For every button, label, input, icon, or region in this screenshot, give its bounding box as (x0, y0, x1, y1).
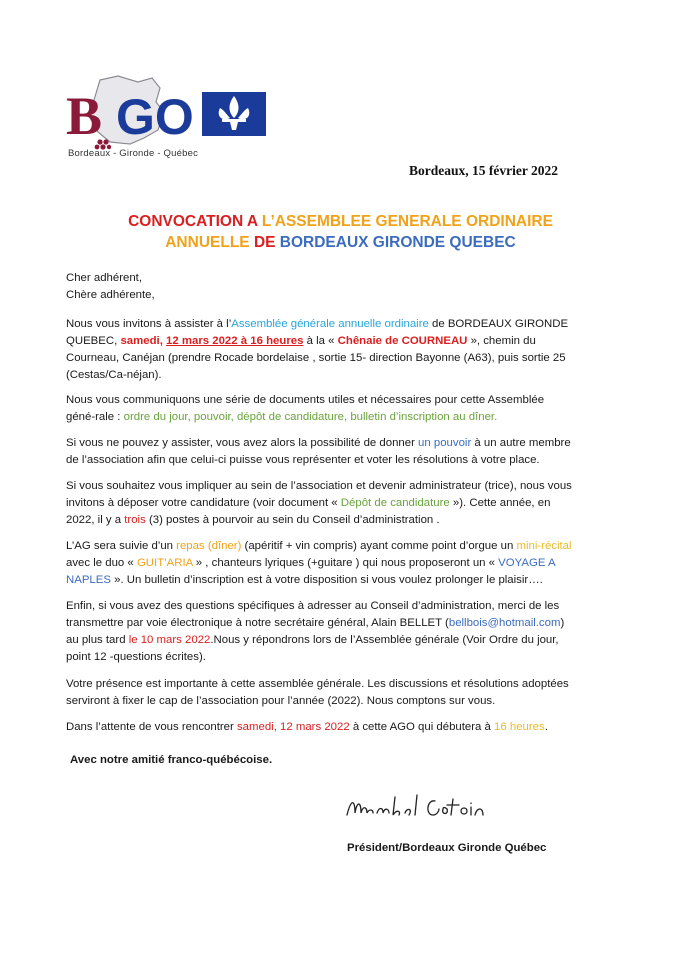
title-convocation: CONVOCATION A (128, 213, 262, 230)
logo-letters-go: GO (116, 89, 194, 145)
title-annuelle: ANNUELLE (165, 234, 254, 251)
p6-text: .Nous y répondrons lors de l’Assemblée générale (Voir Ordre du jour, point 12 -questions écrites). (66, 634, 559, 663)
p5-text: avec le duo « (66, 557, 137, 569)
p6-text: ) au plus tard (66, 617, 565, 646)
p1-text: à la « (303, 335, 338, 347)
closing-line: Avec notre amitié franco-québécoise. (70, 754, 273, 766)
paragraph-pouvoir (66, 435, 572, 469)
p8-text: à cette AGO qui débutera à (349, 721, 495, 733)
president-title: Président/Bordeaux Gironde Québec (347, 842, 547, 854)
p4-text: (3) postes à pourvoir au sein du Conseil d’administration . (145, 514, 440, 526)
p2-text: Nous vous communiquons une série de documents utiles et nécessaires pour cette Assemblée géné-rale : (66, 394, 545, 423)
logo-graphic (60, 72, 275, 152)
p6-email-link[interactable]: bellbois@hotmail.com (448, 617, 561, 629)
p8-text: Dans l’attente de vous rencontrer (66, 721, 237, 733)
handwritten-signature (343, 789, 493, 834)
salutation (66, 270, 572, 304)
p8-date: samedi, 12 mars 2022 (236, 721, 350, 733)
p5-guitaria: GUIT’ARIA (136, 557, 193, 569)
p1-text: », chemin du Courneau, Canéjan (prendre Rocade bordelaise , sortie 15- direction Bayonne (A63), puis sortie 25 (Cestas/Ca-néjan). (66, 335, 566, 381)
paragraph-invitation (66, 316, 572, 384)
p7-text: Votre présence est importante à cette assemblée générale. Les discussions et résolutions adoptées serviront à fixer le cap de l’association pour l’année (2022). Nous comptons sur vous. (66, 678, 569, 707)
paragraph-presence (66, 676, 572, 710)
p3-text: Si vous ne pouvez y assister, vous avez alors la possibilité de donner (66, 437, 419, 449)
p5-voyage: VOYAGE A NAPLES (66, 557, 555, 586)
p4-depot: Dépôt de candidature (340, 497, 450, 509)
p5-text: (apéritif + vin compris) ayant comme point d’orgue un (241, 540, 517, 552)
title-line-1 (0, 213, 681, 231)
p5-text: L’AG sera suivie d’un (66, 540, 177, 552)
letter-date: Bordeaux, 15 février 2022 (409, 163, 558, 178)
paragraph-questions (66, 598, 572, 666)
p5-mini-recital: mini-récital (516, 540, 572, 552)
salutation-line-1: Cher adhérent, (66, 272, 142, 284)
p1-text: de BORDEAUX GIRONDE QUEBEC, (66, 318, 569, 347)
p2-documents-list: ordre du jour, pouvoir, dépôt de candidature, bulletin d’inscription au dîner. (123, 411, 498, 423)
signature-icon (343, 789, 493, 829)
p1-day: samedi, (120, 335, 167, 347)
p4-text: Si vous souhaitez vous impliquer au sein de l’association et devenir administrateur (trice), nous vous invitons à déposer votre candidature (voir document « (66, 480, 572, 509)
p1-ago: Assemblée générale annuelle ordinaire (231, 318, 429, 330)
title-de: DE (253, 234, 280, 251)
p1-text: Nous vous invitons à assister à l’ (66, 318, 232, 330)
p3-text: à un autre membre de l’association afin que celui-ci puisse vous représenter et voter les résolutions à votre place. (66, 437, 571, 466)
logo-caption: Bordeaux - Gironde - Québec (68, 148, 199, 159)
p6-deadline: le 10 mars 2022 (128, 634, 211, 646)
paragraph-candidature (66, 478, 572, 529)
paragraph-attente (66, 719, 572, 736)
title-line-2 (0, 234, 681, 252)
p5-repas: repas (dîner) (176, 540, 242, 552)
paragraph-repas (66, 538, 572, 589)
p4-text: »). Cette année, en 2022, il y a (66, 497, 551, 526)
p5-text: ». Un bulletin d’inscription est à votre disposition si vous voulez prolonger le plaisir…. (110, 574, 543, 586)
paragraph-documents (66, 392, 572, 426)
p1-venue: Chênaie de COURNEAU (337, 335, 468, 347)
p3-pouvoir: un pouvoir (418, 437, 472, 449)
salutation-line-2: Chère adhérente, (66, 289, 155, 301)
title-association: BORDEAUX GIRONDE QUEBEC (279, 234, 516, 251)
title-assemblee: L’ASSEMBLEE GENERALE ORDINAIRE (261, 213, 553, 230)
p4-trois: trois (124, 514, 146, 526)
p1-datetime: 12 mars 2022 à 16 heures (166, 335, 304, 347)
p5-text: » , chanteurs lyriques (+guitare ) qui nous proposeront un « (192, 557, 499, 569)
logo-letter-b: B (66, 86, 103, 146)
p8-time: 16 heures (494, 721, 545, 733)
p8-text: . (544, 721, 548, 733)
p6-text: Enfin, si vous avez des questions spécifiques à adresser au Conseil d’administration, merci de les transmettre par voie électronique à notre secrétaire général, Alain BELLET ( (66, 600, 560, 629)
